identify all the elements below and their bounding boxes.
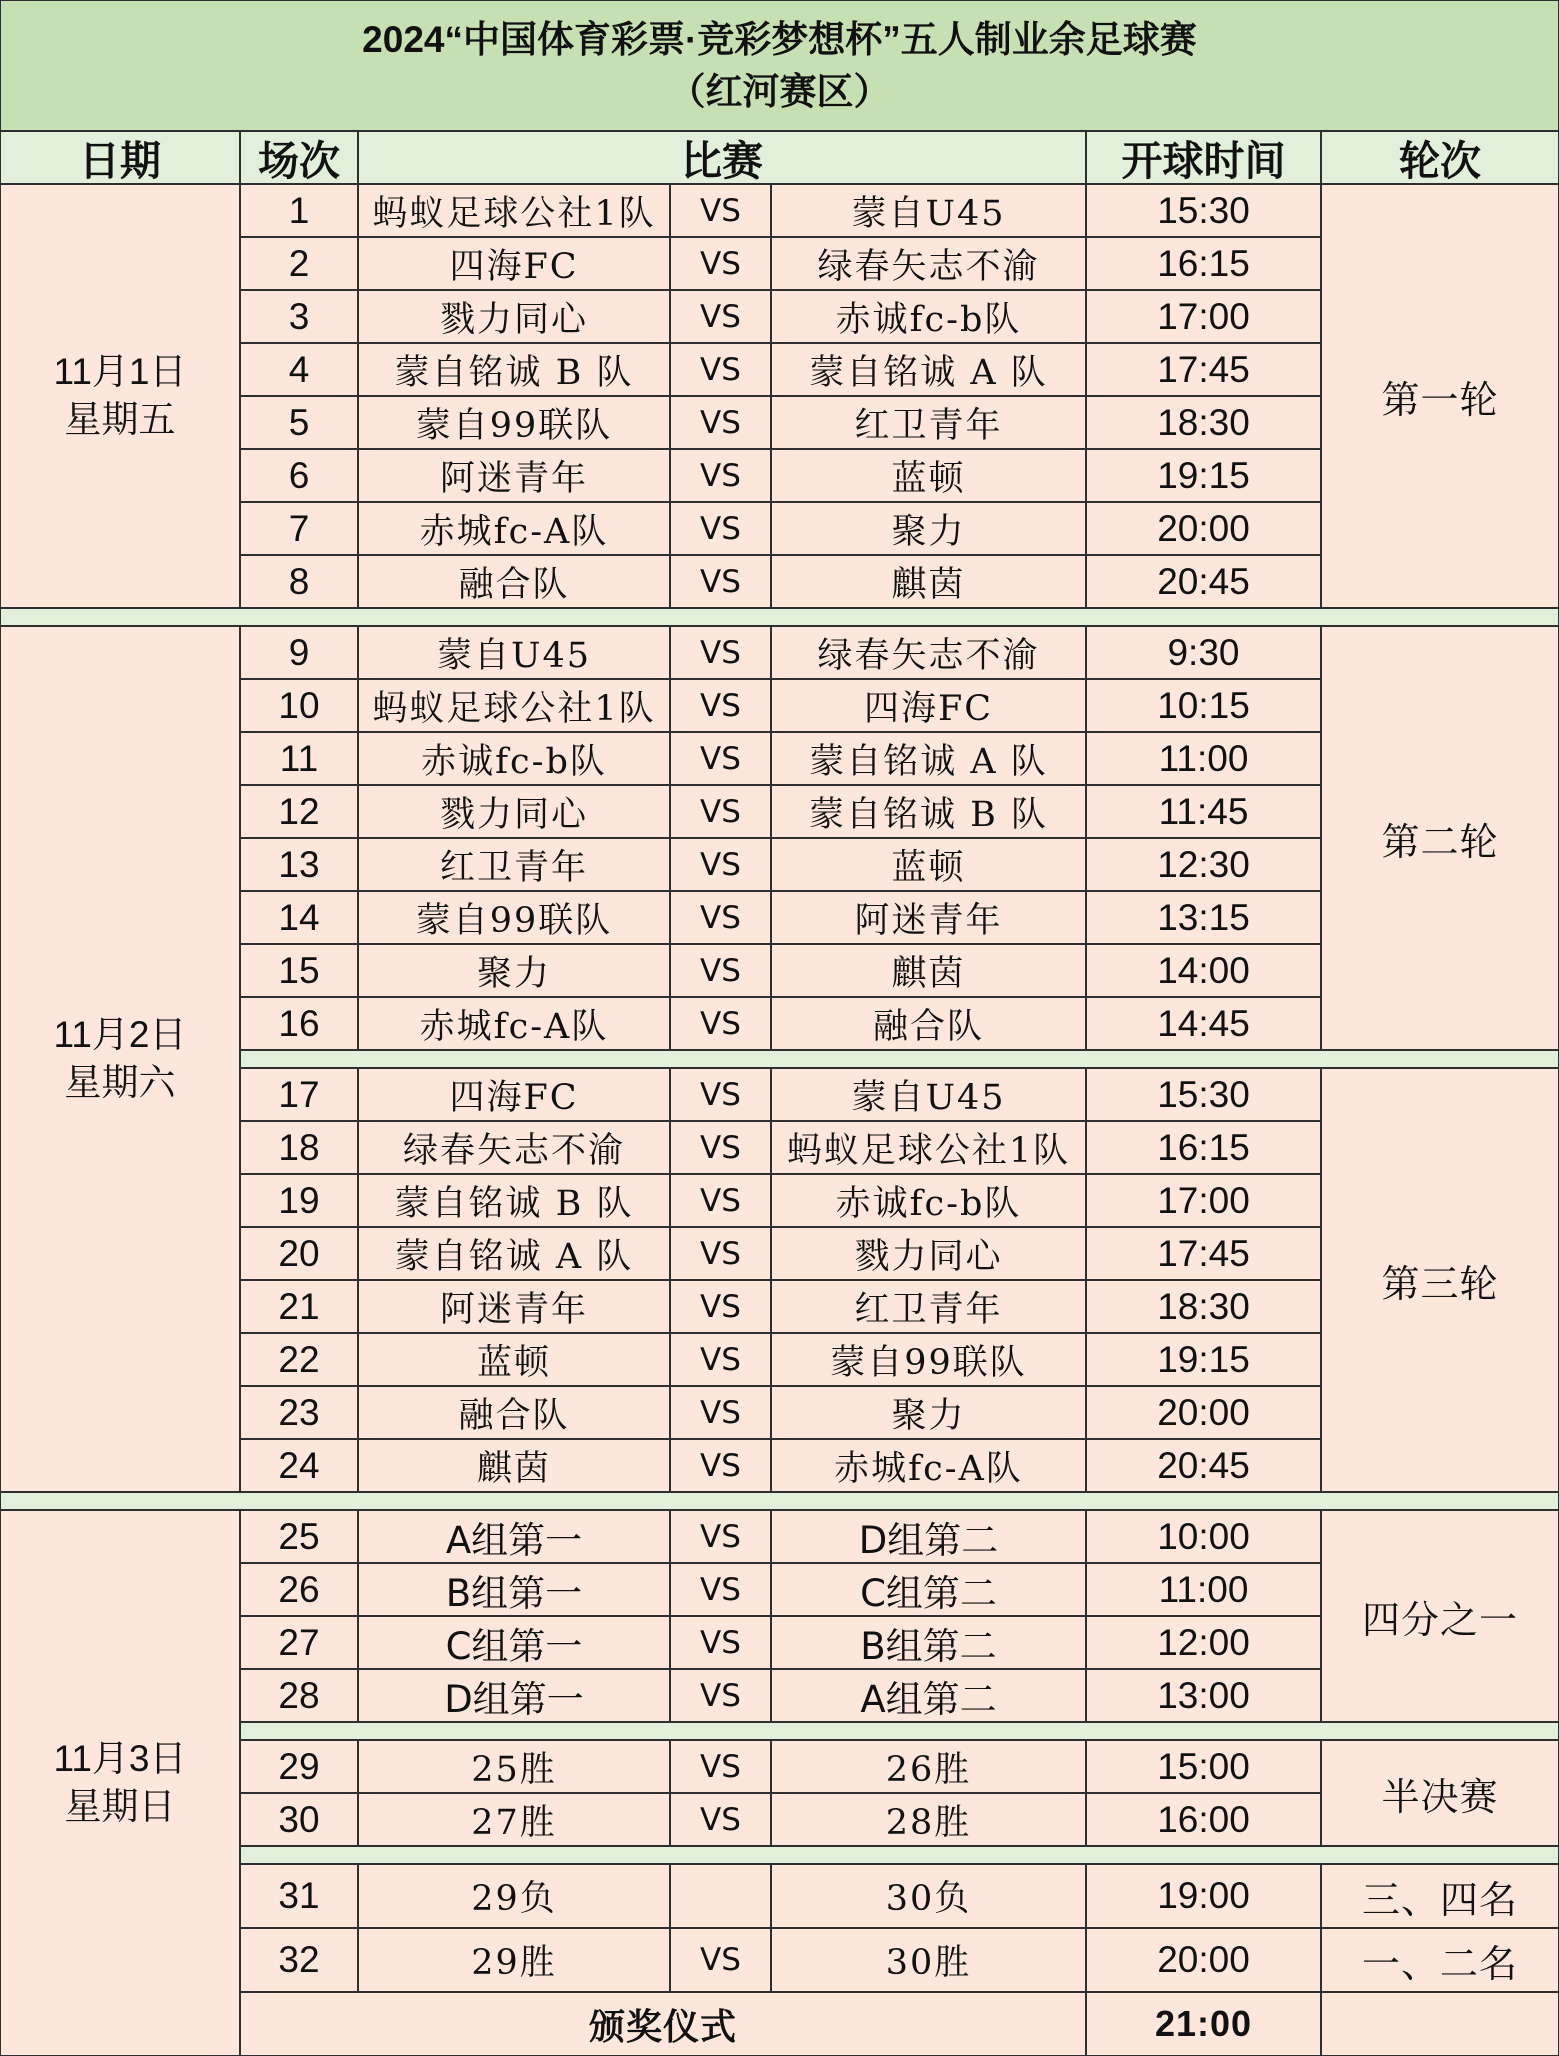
vs-label: VS — [670, 944, 771, 997]
home-team: 聚力 — [358, 944, 670, 997]
home-team: 融合队 — [358, 555, 670, 608]
kickoff-time: 17:00 — [1086, 1174, 1321, 1227]
vs-label: VS — [670, 1928, 771, 1992]
away-team: 融合队 — [771, 997, 1086, 1050]
vs-label: VS — [670, 1121, 771, 1174]
match-number: 18 — [240, 1121, 358, 1174]
kickoff-time: 15:00 — [1086, 1740, 1321, 1793]
kickoff-time: 11:00 — [1086, 1563, 1321, 1616]
home-team: 阿迷青年 — [358, 449, 670, 502]
match-number: 12 — [240, 785, 358, 838]
title-cell — [0, 0, 1559, 131]
away-team: 绿春矢志不渝 — [771, 237, 1086, 290]
match-number: 10 — [240, 679, 358, 732]
kickoff-time: 18:30 — [1086, 396, 1321, 449]
home-team: 四海FC — [358, 237, 670, 290]
away-team: 麒茵 — [771, 944, 1086, 997]
away-team: 30胜 — [771, 1928, 1086, 1992]
vs-label: VS — [670, 1333, 771, 1386]
away-team: 绿春矢志不渝 — [771, 626, 1086, 679]
header-match: 比赛 — [358, 131, 1086, 184]
vs-label: VS — [670, 785, 771, 838]
kickoff-time: 12:30 — [1086, 838, 1321, 891]
away-team: 麒茵 — [771, 555, 1086, 608]
vs-label: VS — [670, 679, 771, 732]
match-number: 5 — [240, 396, 358, 449]
weekday-label: 星期六 — [64, 1062, 176, 1103]
home-team: 戮力同心 — [358, 785, 670, 838]
date-label: 11月2日 — [53, 1013, 187, 1055]
date-cell — [0, 1510, 240, 2056]
away-team: 28胜 — [771, 1793, 1086, 1846]
award-round-cell — [1321, 1992, 1559, 2056]
away-team: 赤诚fc-b队 — [771, 1174, 1086, 1227]
away-team: 30负 — [771, 1864, 1086, 1928]
away-team: A组第二 — [771, 1669, 1086, 1722]
round-cell: 一、二名 — [1321, 1928, 1559, 1992]
vs-label: VS — [670, 1280, 771, 1333]
match-number: 8 — [240, 555, 358, 608]
vs-label: VS — [670, 1386, 771, 1439]
kickoff-time: 12:00 — [1086, 1616, 1321, 1669]
kickoff-time: 19:15 — [1086, 1333, 1321, 1386]
away-team: 蒙自99联队 — [771, 1333, 1086, 1386]
vs-label: VS — [670, 1510, 771, 1563]
kickoff-time: 15:30 — [1086, 184, 1321, 237]
round-cell: 第一轮 — [1321, 184, 1559, 608]
match-number: 14 — [240, 891, 358, 944]
round-cell: 半决赛 — [1321, 1740, 1559, 1846]
kickoff-time: 11:00 — [1086, 732, 1321, 785]
kickoff-time: 10:15 — [1086, 679, 1321, 732]
away-team: 戮力同心 — [771, 1227, 1086, 1280]
vs-label: VS — [670, 290, 771, 343]
home-team: 赤诚fc-b队 — [358, 732, 670, 785]
kickoff-time: 13:15 — [1086, 891, 1321, 944]
home-team: 阿迷青年 — [358, 1280, 670, 1333]
away-team: 蒙自铭诚 B 队 — [771, 785, 1086, 838]
vs-label: VS — [670, 237, 771, 290]
home-team: B组第一 — [358, 1563, 670, 1616]
vs-label: VS — [670, 396, 771, 449]
match-number: 3 — [240, 290, 358, 343]
home-team: 蓝顿 — [358, 1333, 670, 1386]
home-team: 29负 — [358, 1864, 670, 1928]
away-team: 红卫青年 — [771, 1280, 1086, 1333]
vs-label: VS — [670, 1616, 771, 1669]
home-team: C组第一 — [358, 1616, 670, 1669]
date-cell — [0, 184, 240, 608]
match-number: 9 — [240, 626, 358, 679]
away-team: 聚力 — [771, 502, 1086, 555]
match-number: 22 — [240, 1333, 358, 1386]
vs-label: VS — [670, 502, 771, 555]
round-cell: 第三轮 — [1321, 1068, 1559, 1492]
home-team: 蒙自99联队 — [358, 891, 670, 944]
home-team: 蒙自U45 — [358, 626, 670, 679]
match-number: 27 — [240, 1616, 358, 1669]
away-team: 阿迷青年 — [771, 891, 1086, 944]
vs-label: VS — [670, 626, 771, 679]
away-team: B组第二 — [771, 1616, 1086, 1669]
match-number: 16 — [240, 997, 358, 1050]
vs-label: VS — [670, 891, 771, 944]
away-team: 红卫青年 — [771, 396, 1086, 449]
match-number: 2 — [240, 237, 358, 290]
award-ceremony-time: 21:00 — [1086, 1992, 1321, 2056]
kickoff-time: 17:45 — [1086, 343, 1321, 396]
kickoff-time: 10:00 — [1086, 1510, 1321, 1563]
date-label: 11月1日 — [53, 350, 187, 392]
away-team: C组第二 — [771, 1563, 1086, 1616]
spacer-row — [240, 1722, 1559, 1740]
spacer-row — [0, 1492, 1559, 1510]
home-team: D组第一 — [358, 1669, 670, 1722]
away-team: 蓝顿 — [771, 449, 1086, 502]
kickoff-time: 20:00 — [1086, 502, 1321, 555]
home-team: 融合队 — [358, 1386, 670, 1439]
vs-label: VS — [670, 184, 771, 237]
kickoff-time: 20:00 — [1086, 1928, 1321, 1992]
header-kickoff: 开球时间 — [1086, 131, 1321, 184]
home-team: 蚂蚁足球公社1队 — [358, 679, 670, 732]
home-team: 绿春矢志不渝 — [358, 1121, 670, 1174]
header-match-no: 场次 — [240, 131, 358, 184]
vs-label: VS — [670, 732, 771, 785]
kickoff-time: 14:00 — [1086, 944, 1321, 997]
match-number: 6 — [240, 449, 358, 502]
header-round: 轮次 — [1321, 131, 1559, 184]
away-team: 蚂蚁足球公社1队 — [771, 1121, 1086, 1174]
header-date: 日期 — [0, 131, 240, 184]
match-number: 15 — [240, 944, 358, 997]
vs-label: VS — [670, 1563, 771, 1616]
home-team: 27胜 — [358, 1793, 670, 1846]
vs-label: VS — [670, 343, 771, 396]
vs-label: VS — [670, 1793, 771, 1846]
away-team: D组第二 — [771, 1510, 1086, 1563]
home-team: 麒茵 — [358, 1439, 670, 1492]
away-team: 聚力 — [771, 1386, 1086, 1439]
vs-label: VS — [670, 1669, 771, 1722]
match-number: 26 — [240, 1563, 358, 1616]
vs-label: VS — [670, 1068, 771, 1121]
home-team: 四海FC — [358, 1068, 670, 1121]
vs-label: VS — [670, 1227, 771, 1280]
weekday-label: 星期日 — [64, 1786, 176, 1827]
match-number: 25 — [240, 1510, 358, 1563]
kickoff-time: 17:00 — [1086, 290, 1321, 343]
kickoff-time: 13:00 — [1086, 1669, 1321, 1722]
match-number: 24 — [240, 1439, 358, 1492]
match-number: 32 — [240, 1928, 358, 1992]
away-team: 蒙自U45 — [771, 184, 1086, 237]
vs-label: VS — [670, 1174, 771, 1227]
kickoff-time: 14:45 — [1086, 997, 1321, 1050]
match-number: 19 — [240, 1174, 358, 1227]
kickoff-time: 16:15 — [1086, 1121, 1321, 1174]
kickoff-time: 20:45 — [1086, 1439, 1321, 1492]
match-number: 20 — [240, 1227, 358, 1280]
home-team: 红卫青年 — [358, 838, 670, 891]
vs-label: VS — [670, 449, 771, 502]
match-number: 30 — [240, 1793, 358, 1846]
spacer-row — [240, 1050, 1559, 1068]
kickoff-time: 16:15 — [1086, 237, 1321, 290]
kickoff-time: 19:00 — [1086, 1864, 1321, 1928]
kickoff-time: 20:00 — [1086, 1386, 1321, 1439]
match-number: 31 — [240, 1864, 358, 1928]
spacer-row — [0, 608, 1559, 626]
award-ceremony-label: 颁奖仪式 — [240, 1992, 1086, 2056]
away-team: 赤诚fc-b队 — [771, 290, 1086, 343]
match-number: 17 — [240, 1068, 358, 1121]
home-team: A组第一 — [358, 1510, 670, 1563]
match-number: 4 — [240, 343, 358, 396]
away-team: 蒙自铭诚 A 队 — [771, 343, 1086, 396]
kickoff-time: 18:30 — [1086, 1280, 1321, 1333]
vs-label: VS — [670, 1439, 771, 1492]
weekday-label: 星期五 — [64, 399, 176, 440]
home-team: 蚂蚁足球公社1队 — [358, 184, 670, 237]
match-number: 11 — [240, 732, 358, 785]
away-team: 赤城fc-A队 — [771, 1439, 1086, 1492]
home-team: 戮力同心 — [358, 290, 670, 343]
away-team: 26胜 — [771, 1740, 1086, 1793]
kickoff-time: 17:45 — [1086, 1227, 1321, 1280]
match-number: 13 — [240, 838, 358, 891]
home-team: 蒙自铭诚 A 队 — [358, 1227, 670, 1280]
away-team: 蓝顿 — [771, 838, 1086, 891]
date-label: 11月3日 — [53, 1737, 187, 1779]
home-team: 赤城fc-A队 — [358, 997, 670, 1050]
kickoff-time: 16:00 — [1086, 1793, 1321, 1846]
spacer-row — [240, 1846, 1559, 1864]
round-cell: 第二轮 — [1321, 626, 1559, 1050]
title-line-1: 2024“中国体育彩票·竞彩梦想杯”五人制业余足球赛 — [362, 18, 1197, 60]
vs-label: VS — [670, 1740, 771, 1793]
away-team: 蒙自U45 — [771, 1068, 1086, 1121]
match-number: 21 — [240, 1280, 358, 1333]
round-cell: 四分之一 — [1321, 1510, 1559, 1722]
vs-label — [670, 1864, 771, 1928]
away-team: 四海FC — [771, 679, 1086, 732]
title-line-2: （红河赛区） — [668, 70, 891, 112]
match-number: 1 — [240, 184, 358, 237]
kickoff-time: 19:15 — [1086, 449, 1321, 502]
kickoff-time: 9:30 — [1086, 626, 1321, 679]
kickoff-time: 15:30 — [1086, 1068, 1321, 1121]
away-team: 蒙自铭诚 A 队 — [771, 732, 1086, 785]
vs-label: VS — [670, 997, 771, 1050]
home-team: 赤城fc-A队 — [358, 502, 670, 555]
match-number: 28 — [240, 1669, 358, 1722]
home-team: 蒙自99联队 — [358, 396, 670, 449]
match-number: 23 — [240, 1386, 358, 1439]
home-team: 29胜 — [358, 1928, 670, 1992]
date-cell — [0, 626, 240, 1492]
home-team: 蒙自铭诚 B 队 — [358, 1174, 670, 1227]
vs-label: VS — [670, 838, 771, 891]
home-team: 蒙自铭诚 B 队 — [358, 343, 670, 396]
match-number: 7 — [240, 502, 358, 555]
kickoff-time: 11:45 — [1086, 785, 1321, 838]
round-cell: 三、四名 — [1321, 1864, 1559, 1928]
vs-label: VS — [670, 555, 771, 608]
home-team: 25胜 — [358, 1740, 670, 1793]
kickoff-time: 20:45 — [1086, 555, 1321, 608]
match-number: 29 — [240, 1740, 358, 1793]
